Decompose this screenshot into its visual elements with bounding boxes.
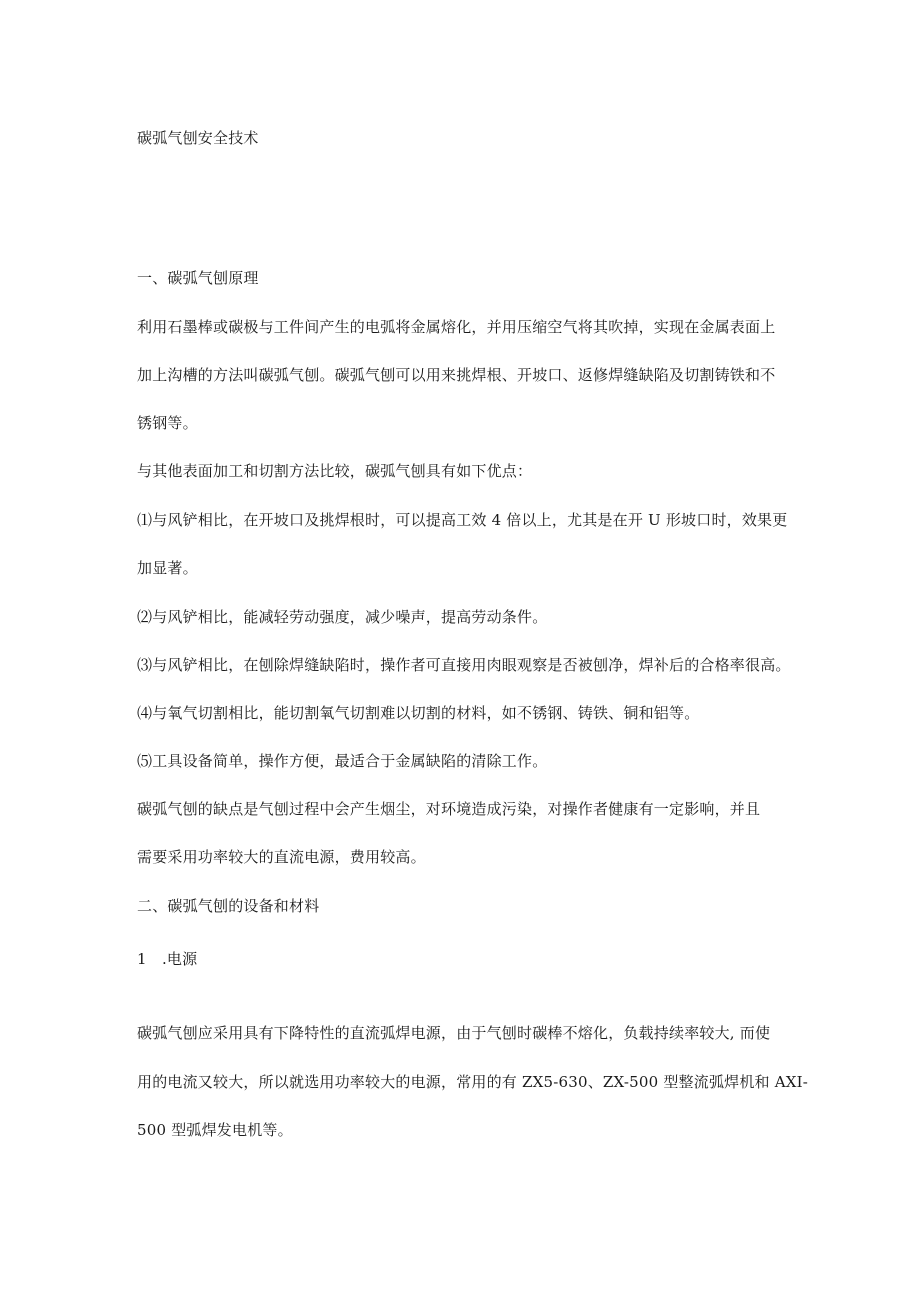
list-item-3: ⑶与风铲相比，在刨除焊缝缺陷时，操作者可直接用肉眼观察是否被刨净，焊补后的合格率很高。 bbox=[137, 656, 791, 674]
list-item-1-continued: 加显著。 bbox=[137, 559, 198, 577]
paragraph-line: 500 型弧焊发电机等。 bbox=[137, 1121, 293, 1139]
paragraph-line: 利用石墨棒或碳极与工件间产生的电弧将金属熔化，并用压缩空气将其吹掉，实现在金属表面上 bbox=[137, 318, 776, 336]
section-heading-equipment: 二、碳弧气刨的设备和材料 bbox=[137, 897, 320, 915]
subsection-heading-power: 1 .电源 bbox=[137, 950, 198, 968]
list-item-2: ⑵与风铲相比，能减轻劳动强度，减少噪声，提高劳动条件。 bbox=[137, 608, 548, 626]
list-item-5: ⑸工具设备简单，操作方便，最适合于金属缺陷的清除工作。 bbox=[137, 752, 548, 770]
paragraph-line: 碳弧气刨的缺点是气刨过程中会产生烟尘，对环境造成污染，对操作者健康有一定影响，并且 bbox=[137, 800, 761, 818]
paragraph-line: 碳弧气刨应采用具有下降特性的直流弧焊电源，由于气刨时碳棒不熔化，负载持续率较大, 而使 bbox=[137, 1024, 771, 1042]
paragraph-line: 需要采用功率较大的直流电源，费用较高。 bbox=[137, 848, 426, 866]
list-item-4: ⑷与氧气切割相比，能切割氧气切割难以切割的材料，如不锈钢、铸铁、铜和铝等。 bbox=[137, 704, 700, 722]
paragraph-line: 锈钢等。 bbox=[137, 414, 198, 432]
section-heading-principle: 一、碳弧气刨原理 bbox=[137, 269, 259, 287]
paragraph-line: 加上沟槽的方法叫碳弧气刨。碳弧气刨可以用来挑焊根、开坡口、返修焊缝缺陷及切割铸铁和不 bbox=[137, 366, 776, 384]
document-title: 碳弧气刨安全技术 bbox=[137, 129, 259, 147]
paragraph-advantages-intro: 与其他表面加工和切割方法比较，碳弧气刨具有如下优点： bbox=[137, 462, 533, 480]
paragraph-line: 用的电流又较大，所以就选用功率较大的电源，常用的有 ZX5-630、ZX-500 型整流弧焊机和 AXI- bbox=[137, 1073, 809, 1091]
list-item-1: ⑴与风铲相比，在开坡口及挑焊根时，可以提高工效 4 倍以上，尤其是在开 U 形坡口时，效果更 bbox=[137, 511, 788, 529]
